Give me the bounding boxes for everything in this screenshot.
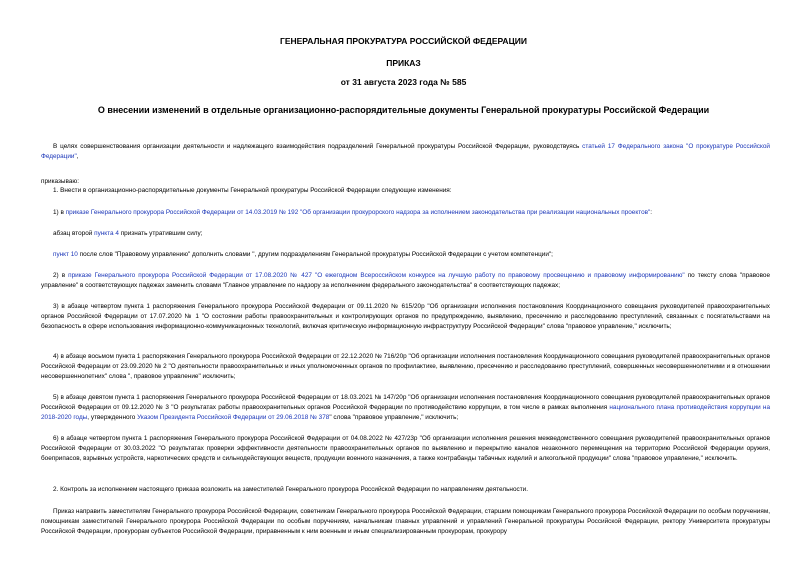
subitem-1b: [41, 250, 770, 260]
doc-type: ПРИКАЗ: [386, 58, 421, 68]
subitem-5: [41, 393, 770, 422]
subitem-6: 6) в абзаце четвертом пункта 1 распоряжения Генерального прокурора Российской Федерации от 04.08.2022 № 427/23р "Об организации исполнения решения межведомственного совещания руководителей правоохранительных органов Российской Федерации от 30.03.2022 "О результатах проверки эффективности деятельности правоохранительных органов по выявлению и перекрытию каналов незаконного перемещения на территорию Российской Федерации оружия, боеприпасов, взрывных устройств, наркотических средств и сильнодействующих веществ, продукции военного назначения, а также контрабанды табачных изделий и алкогольной продукции" слова "правовое управление," исключить.: [41, 435, 770, 462]
subitem-2-post: по тексту слова "правовое управление" в соответствующих падежах заменить словами "Главное управление по надзору за исполнением федерального законодательства" в соответствующих падежах;: [41, 272, 771, 289]
subitem-1a: [41, 229, 770, 239]
decree-378-link[interactable]: Указом Президента Российской Федерации от 29.06.2018 № 378: [137, 413, 330, 421]
national-plan-link[interactable]: национального плана противодействия коррупции на 2018-2020 годы: [41, 403, 771, 421]
subitem-1b-post: после слов "Правовому управлению" дополнить словами ", другим подразделениям Генеральной прокуратуры Российской Федерации с учетом компетенции";: [77, 251, 553, 258]
order-427-link[interactable]: приказе Генерального прокурора Российской Федерации от 17.08.2020 № 427 "О ежегодном Всероссийском конкурсе на лучшую работу по правовому просвещению и правовому информированию": [68, 272, 685, 279]
law-article-link[interactable]: статьей 17 Федерального закона "О прокуратуре Российской Федерации": [41, 143, 770, 160]
subitem-1a-pre: абзац второй: [53, 230, 95, 237]
subitem-5-post: " слова "правовое управление," исключить;: [329, 413, 459, 421]
order-word: приказываю:: [41, 178, 79, 185]
preamble-end: ,: [76, 152, 79, 160]
subitem-5-pre: 5) в абзаце девятом пункта 1 распоряжения Генерального прокурора Российской Федерации от 18.03.2021 № 147/20р "Об организации исполнения постановления Координационного совещания руководителей правоохранительных органов Российской Федерации от 09.12.2020 № 3 "О результатах работы правоохранительных органов Российской Федерации по противодействию коррупции, в том числе в рамках выполнения: [41, 394, 770, 411]
preamble-paragraph: [41, 142, 770, 162]
subitem-1: [41, 208, 770, 218]
doc-subject: О внесении изменений в отдельные организационно-распорядительные документы Генеральной прокуратуры Российской Федерации: [97, 105, 710, 115]
subitem-1-post: :: [650, 209, 653, 216]
final-paragraph: Приказ направить заместителям Генерального прокурора Российской Федерации, советникам Генерального прокурора Российской Федерации, старшим помощникам Генерального прокурора Российской Федерации по особым поручениям, помощникам заместителей Генерального прокурора Российской Федерации по особым поручениям, начальникам главных управлений и управлений Генеральной прокуратуры Российской Федерации, ректору Университета прокуратуры Российской Федерации, прокурорам субъектов Российской Федерации, приравненным к ним военным и иным специализированным прокурорам, прокурору: [41, 508, 770, 535]
subitem-3: 3) в абзаце четвертом пункта 1 распоряжения Генерального прокурора Российской Федерации от 09.11.2020 № 615/20р "Об организации исполнения постановления Координационного совещания руководителей правоохранительных органов Российской Федерации от 17.07.2020 № 1 "О состоянии работы правоохранительных и контролирующих органов по предупреждению, выявлению, пресечению и расследованию преступлений, связанных с посягательствами на безопасность в сфере использования информационно-коммуникационных технологий, включая критическую информационную инфраструктуру Российской Федерации" слова "правовое управление," исключить;: [41, 303, 770, 330]
subitem-5-mid: , утвержденного: [87, 413, 138, 421]
subitem-1-pre: 1) в: [53, 209, 66, 216]
point-4-link[interactable]: пункта 4: [94, 230, 119, 237]
subitem-2: [41, 271, 770, 291]
org-name: ГЕНЕРАЛЬНАЯ ПРОКУРАТУРА РОССИЙСКОЙ ФЕДЕРАЦИИ: [280, 36, 527, 46]
preamble-text: В целях совершенствования организации деятельности и надлежащего взаимодействия подразделений Генеральной прокуратуры Российской Федерации, руководствуясь: [53, 143, 583, 150]
subitem-4: 4) в абзаце восьмом пункта 1 распоряжения Генерального прокурора Российской Федерации от 22.12.2020 № 716/20р "Об организации исполнения постановления Координационного совещания руководителей правоохранительных органов Российской Федерации от 23.09.2020 № 2 "О деятельности правоохранительных и иных уполномоченных органов по профилактике, выявлению, пресечению и расследованию преступлений, совершенных несовершеннолетними и в отношении несовершеннолетних" слова ", правовое управление" исключить;: [41, 353, 770, 380]
order-192-link[interactable]: приказе Генерального прокурора Российской Федерации от 14.03.2019 № 192 "Об организации прокурорского надзора за исполнением законодательства при реализации национальных проектов": [65, 209, 651, 216]
subitem-1a-post: признать утратившим силу;: [118, 230, 203, 237]
subitem-2-pre: 2) в: [53, 272, 69, 279]
doc-date-number: от 31 августа 2023 года № 585: [340, 77, 467, 87]
item-2: 2. Контроль за исполнением настоящего приказа возложить на заместителей Генерального прокурора Российской Федерации по направлениям деятельности.: [53, 486, 528, 493]
point-10-link[interactable]: пункт 10: [53, 251, 78, 258]
item-1: 1. Внести в организационно-распорядительные документы Генеральной прокуратуры Российской Федерации следующие изменения:: [53, 187, 452, 194]
